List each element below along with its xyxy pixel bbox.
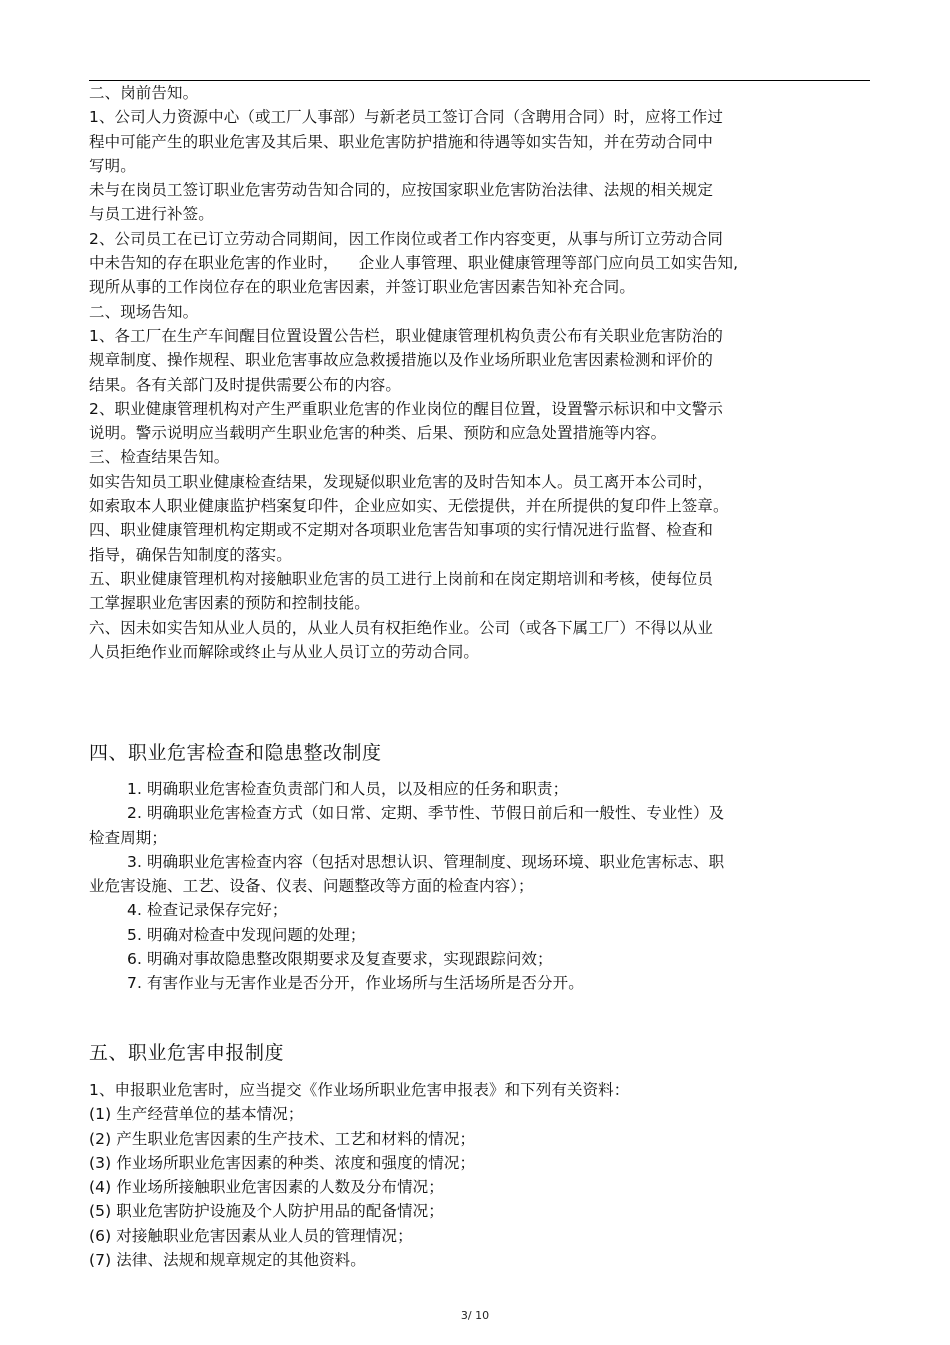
paragraph-line: 说明。警示说明应当载明产生职业危害的种类、后果、预防和应急处置措施等内容。: [89, 424, 667, 443]
paragraph-line: 规章制度、操作规程、职业危害事故应急救援措施以及作业场所职业危害因素检测和评价的: [89, 351, 714, 370]
list-item: (4) 作业场所接触职业危害因素的人数及分布情况；: [89, 1178, 444, 1197]
paragraph-line: 程中可能产生的职业危害及其后果、职业危害防护措施和待遇等如实告知，并在劳动合同中: [89, 132, 714, 151]
paragraph-line: 1、公司人力资源中心（或工厂人事部）与新老员工签订合同（含聘用合同）时，应将工作过: [89, 108, 723, 127]
paragraph-line: 结果。各有关部门及时提供需要公布的内容。: [89, 375, 402, 394]
list-item: (3) 作业场所职业危害因素的种类、浓度和强度的情况；: [89, 1153, 476, 1172]
list-item: 2. 明确职业危害检查方式（如日常、定期、季节性、节假日前后和一般性、专业性）及: [127, 804, 725, 823]
section-5-list: [89, 1078, 849, 1272]
list-item: (7) 法律、法规和规章规定的其他资料。: [89, 1251, 366, 1270]
paragraph-line: 三、检查结果告知。: [89, 448, 230, 467]
paragraph-line: 指导，确保告知制度的落实。: [89, 545, 292, 564]
list-item: 5. 明确对检查中发现问题的处理；: [127, 925, 366, 944]
paragraph-line: 1、各工厂在生产车间醒目位置设置公告栏，职业健康管理机构负责公布有关职业危害防治的: [89, 326, 723, 345]
section-5-heading: 五、职业危害申报制度: [89, 1042, 285, 1064]
section-4-list: [89, 777, 849, 996]
paragraph-line: 如实告知员工职业健康检查结果，发现疑似职业危害的及时告知本人。员工离开本公司时，: [89, 472, 714, 491]
paragraph-line: 写明。: [89, 156, 136, 175]
list-item: 1. 明确职业危害检查负责部门和人员，以及相应的任务和职责；: [127, 780, 569, 798]
list-item: (6) 对接触职业危害因素从业人员的管理情况；: [89, 1226, 413, 1245]
list-item: (2) 产生职业危害因素的生产技术、工艺和材料的情况；: [89, 1129, 476, 1148]
list-item: (1) 生产经营单位的基本情况；: [89, 1105, 304, 1124]
paragraph-line: 六、因未如实告知从业人员的，从业人员有权拒绝作业。公司（或各下属工厂）不得以从业: [89, 618, 714, 637]
paragraph-line: 2、职业健康管理机构对产生严重职业危害的作业岗位的醒目位置，设置警示标识和中文警示: [89, 399, 723, 418]
paragraph-line: 四、职业健康管理机构定期或不定期对各项职业危害告知事项的实行情况进行监督、检查和: [89, 521, 714, 540]
list-item: 3. 明确职业危害检查内容（包括对思想认识、管理制度、现场环境、职业危害标志、职: [127, 852, 725, 871]
list-item: 4. 检查记录保存完好；: [127, 901, 288, 920]
section-notification: [89, 81, 849, 664]
section-4-heading: 四、职业危害检查和隐患整改制度: [89, 742, 382, 764]
paragraph-line: 五、职业健康管理机构对接触职业危害的员工进行上岗前和在岗定期培训和考核，使每位员: [89, 569, 714, 588]
paragraph-line: 未与在岗员工签订职业危害劳动告知合同的，应按国家职业危害防治法律、法规的相关规定: [89, 181, 714, 200]
list-item-continuation: 检查周期；: [89, 828, 168, 847]
paragraph-line: 人员拒绝作业而解除或终止与从业人员订立的劳动合同。: [89, 642, 480, 661]
paragraph-line: 二、现场告知。: [89, 302, 199, 321]
paragraph-line: 中未告知的存在职业危害的作业时， 企业人事管理、职业健康管理等部门应向员工如实告知,: [89, 254, 739, 273]
paragraph-line: 2、公司员工在已订立劳动合同期间，因工作岗位或者工作内容变更，从事与所订立劳动合同: [89, 229, 723, 248]
list-item-continuation: 业危害设施、工艺、设备、仪表、问题整改等方面的检查内容）；: [89, 877, 534, 896]
list-item: 7. 有害作业与无害作业是否分开，作业场所与生活场所是否分开。: [127, 974, 584, 993]
paragraph-line: 工掌握职业危害因素的预防和控制技能。: [89, 594, 370, 613]
list-item: 1、申报职业危害时，应当提交《作业场所职业危害申报表》和下列有关资料：: [89, 1081, 630, 1099]
paragraph-line: 如索取本人职业健康监护档案复印件，企业应如实、无偿提供，并在所提供的复印件上签章。: [89, 497, 729, 516]
list-item: 6. 明确对事故隐患整改限期要求及复查要求，实现跟踪问效；: [127, 950, 553, 969]
page-number: 3/ 10: [460, 1309, 490, 1322]
paragraph-line: 二、岗前告知。: [89, 84, 199, 102]
paragraph-line: 与员工进行补签。: [89, 205, 214, 224]
paragraph-line: 现所从事的工作岗位存在的职业危害因素，并签订职业危害因素告知补充合同。: [89, 278, 636, 297]
list-item: (5) 职业危害防护设施及个人防护用品的配备情况；: [89, 1202, 444, 1221]
